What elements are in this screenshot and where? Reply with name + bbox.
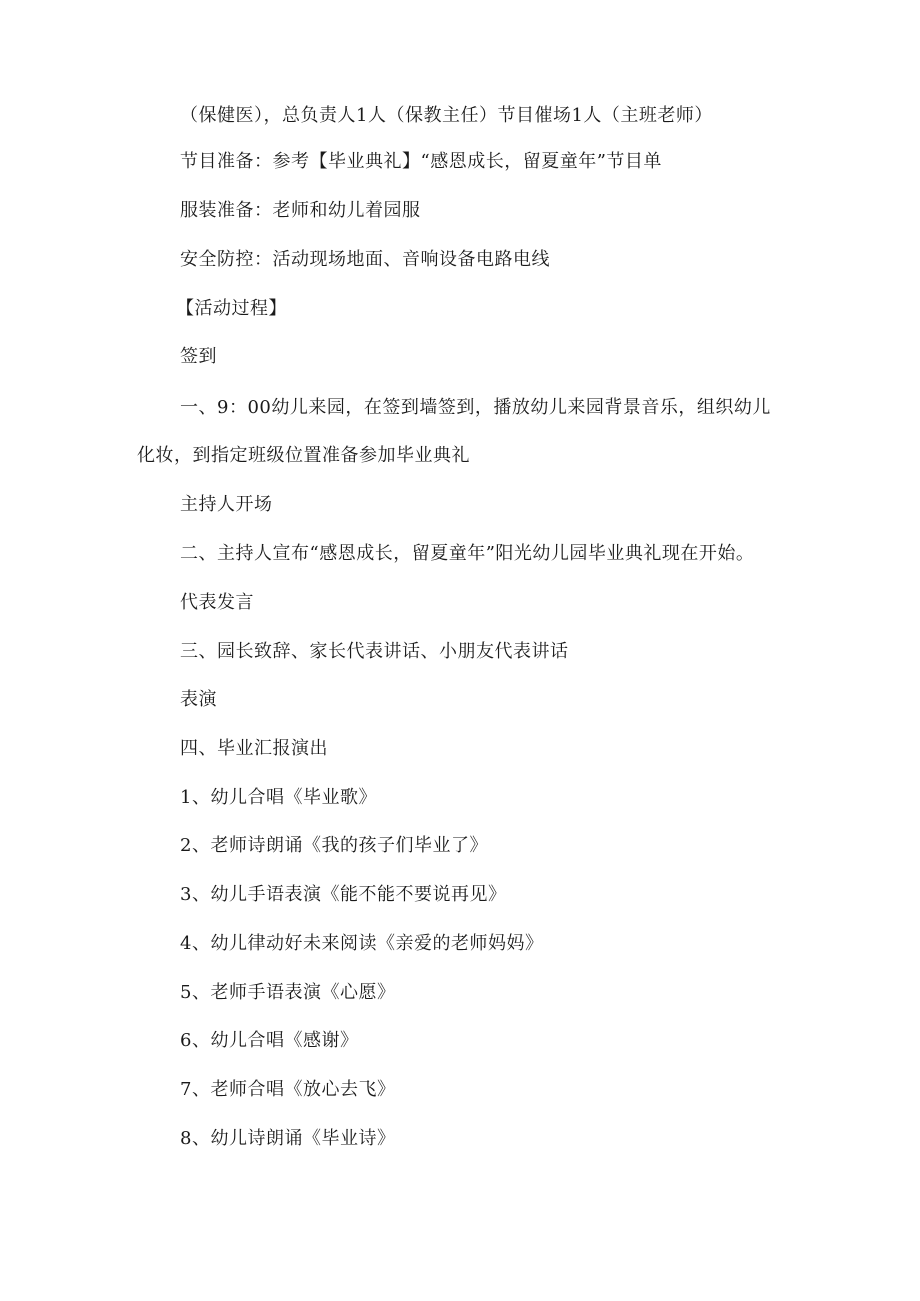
step-one-continuation: 化妆，到指定班级位置准备参加毕业典礼 [137, 445, 470, 466]
program-item-3: 3、幼儿手语表演《能不能不要说再见》 [180, 884, 507, 905]
performance-heading: 表演 [180, 689, 217, 710]
step-two-line: 二、主持人宣布“感恩成长，留夏童年”阳光幼儿园毕业典礼现在开始。 [180, 543, 755, 564]
host-opening-heading: 主持人开场 [180, 494, 273, 515]
program-item-8: 8、幼儿诗朗诵《毕业诗》 [180, 1128, 396, 1149]
representative-speech-heading: 代表发言 [180, 592, 254, 613]
program-preparation-line: 节目准备：参考【毕业典礼】“感恩成长，留夏童年”节目单 [180, 151, 662, 172]
program-item-5: 5、老师手语表演《心愿》 [180, 982, 396, 1003]
step-four-line: 四、毕业汇报演出 [180, 738, 328, 759]
activity-process-heading: 【活动过程】 [176, 298, 287, 319]
staff-assignment-line: （保健医），总负责人1人（保教主任）节目催场1人（主班老师） [180, 105, 713, 126]
step-three-line: 三、园长致辞、家长代表讲话、小朋友代表讲话 [180, 641, 569, 662]
program-item-4: 4、幼儿律动好未来阅读《亲爱的老师妈妈》 [180, 933, 544, 954]
step-one-line: 一、9：00幼儿来园，在签到墙签到，播放幼儿来园背景音乐，组织幼儿 [180, 397, 771, 418]
program-item-7: 7、老师合唱《放心去飞》 [180, 1079, 396, 1100]
program-item-2: 2、老师诗朗诵《我的孩子们毕业了》 [180, 835, 488, 856]
safety-control-line: 安全防控：活动现场地面、音响设备电路电线 [180, 249, 550, 270]
program-item-6: 6、幼儿合唱《感谢》 [180, 1030, 359, 1051]
costume-preparation-line: 服装准备：老师和幼儿着园服 [180, 200, 421, 221]
program-item-1: 1、幼儿合唱《毕业歌》 [180, 787, 377, 808]
sign-in-heading: 签到 [180, 346, 217, 367]
